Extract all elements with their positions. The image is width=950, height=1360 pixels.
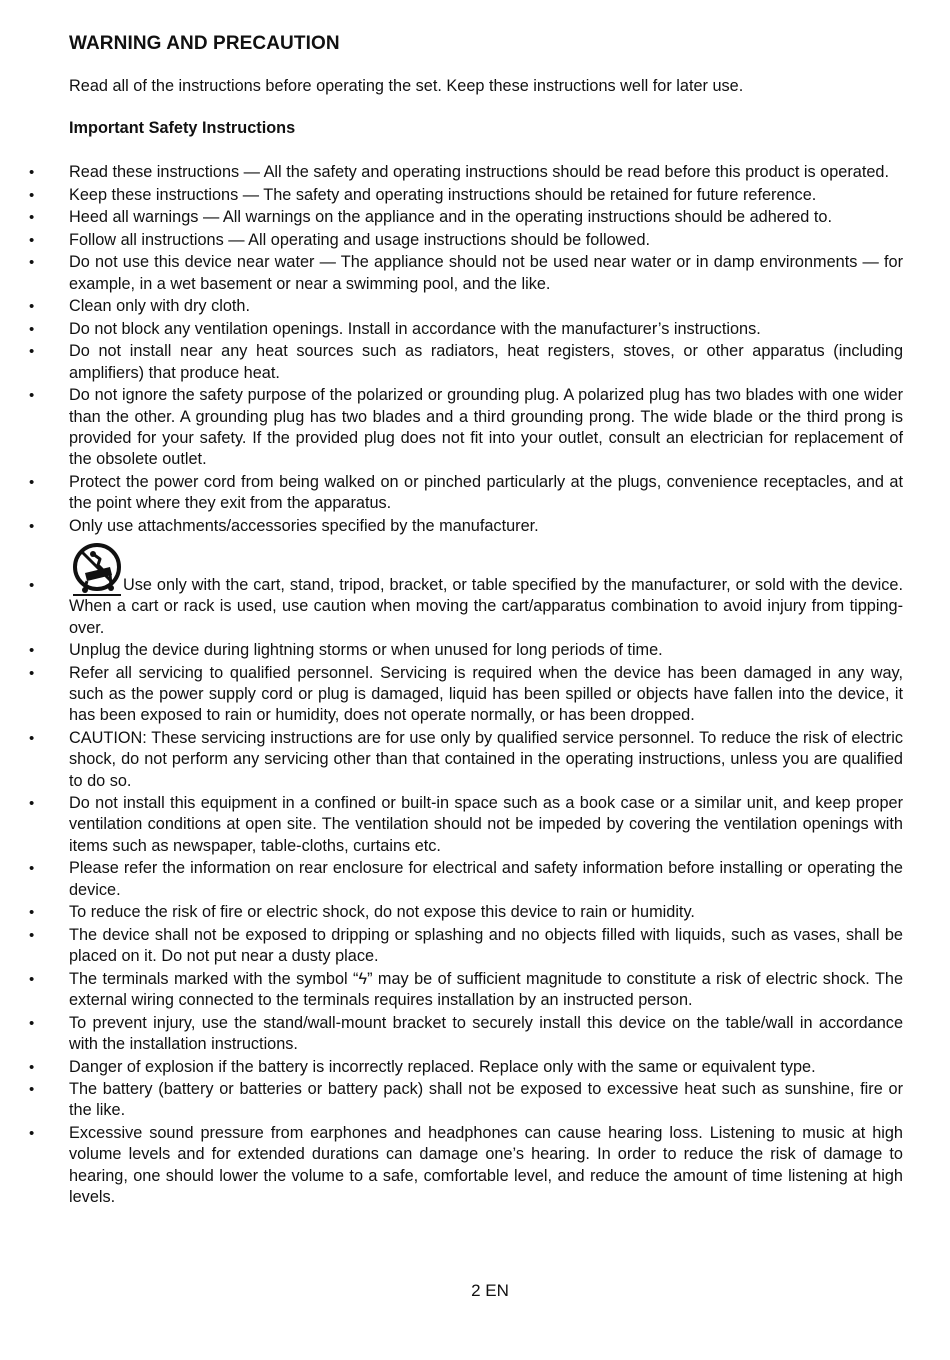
- bullet: •: [29, 904, 35, 922]
- instruction-text: Do not install this equipment in a confined or built-in space such as a book case or a similar unit, and keep proper ventilation conditions at open site. The ventilation should not be impeded by covering the ventilation openings with items such as newspaper, table-cloths, curtains etc.: [69, 794, 903, 855]
- instruction-text: Heed all warnings — All warnings on the appliance and in the operating instructions should be adhered to.: [69, 208, 832, 227]
- cart-tip-over-warning-icon: [69, 543, 125, 599]
- instruction-text: Do not install near any heat sources such as radiators, heat registers, stoves, or other apparatus (including amplifiers) that produce heat.: [69, 342, 903, 382]
- bullet: •: [29, 343, 35, 361]
- instruction-text: Unplug the device during lightning storms or when unused for long periods of time.: [69, 641, 663, 660]
- page-number: 2 EN: [471, 1281, 509, 1300]
- list-item: [0, 341, 903, 384]
- bullet: •: [29, 186, 35, 204]
- bullet: •: [29, 164, 35, 181]
- list-item: [0, 728, 903, 792]
- list-item: [0, 296, 903, 317]
- bullet: •: [29, 1125, 35, 1142]
- instruction-text: Clean only with dry cloth.: [69, 297, 250, 316]
- list-item: [0, 1057, 903, 1078]
- bullet: •: [29, 577, 35, 595]
- instruction-text: Protect the power cord from being walked on or pinched particularly at the plugs, convenience receptacles, and at the point where they exit from the apparatus.: [69, 472, 903, 513]
- list-item: [0, 516, 903, 537]
- instruction-text: Keep these instructions — The safety and operating instructions should be retained for future reference.: [69, 185, 817, 204]
- instruction-text: The battery (battery or batteries or battery pack) shall not be exposed to excessive heat such as sunshine, fire or the like.: [69, 1080, 903, 1120]
- instruction-text: Do not use this device near water — The appliance should not be used near water or in damp environments — for example, in a wet basement or near a swimming pool, and the like.: [69, 253, 903, 293]
- instruction-text: Use only with the cart, stand, tripod, bracket, or table specified by the manufacturer, or sold with the device. When a cart or rack is used, use caution when moving the cart/apparatus combination to avoid injury from tipping-over.: [69, 576, 903, 637]
- list-item-cart-warning: [0, 543, 903, 639]
- bullet: •: [29, 795, 35, 813]
- list-item: [0, 162, 903, 183]
- bullet: •: [29, 517, 35, 535]
- bullet: •: [29, 473, 35, 491]
- instruction-text: Danger of explosion if the battery is incorrectly replaced. Replace only with the same or equivalent type.: [69, 1057, 816, 1076]
- bullet: •: [29, 860, 35, 878]
- list-item: [0, 1123, 903, 1208]
- bullet: •: [29, 1014, 35, 1032]
- instruction-text: Refer all servicing to qualified personnel. Servicing is required when the device has been damaged in any way, such as the power supply cord or plug is damaged, liquid has been spilled or objects have fallen into the device, it has been exposed to rain or humidity, does not operate normally, or has been dropped.: [69, 663, 903, 725]
- list-item: [0, 385, 903, 470]
- bullet: •: [29, 231, 35, 249]
- list-item: [0, 472, 903, 515]
- instruction-text: Do not ignore the safety purpose of the polarized or grounding plug. A polarized plug has two blades with one wider than the other. A grounding plug has two blades and a third grounding prong. The wide blade or the third prong is provided for your safety. If the provided plug does not fit into your outlet, consult an electrician for replacement of the obsolete outlet.: [69, 386, 903, 469]
- bullet: •: [29, 209, 35, 227]
- instruction-text: Do not block any ventilation openings. Install in accordance with the manufacturer’s instructions.: [69, 319, 761, 338]
- list-item: [0, 230, 903, 251]
- list-item: [0, 858, 903, 901]
- instruction-text: Excessive sound pressure from earphones and headphones can cause hearing loss. Listening to music at high volume levels and for extended durations can damage one’s hearing. In order to reduce the risk of damage to hearing, one should lower the volume to a safe, comfortable level, and reduce the amount of time listening at high levels.: [69, 1124, 903, 1206]
- bullet: •: [29, 1058, 35, 1076]
- bullet: •: [29, 970, 35, 988]
- section-subtitle: Important Safety Instructions: [69, 119, 296, 137]
- bullet: •: [29, 298, 35, 316]
- instruction-text: The terminals marked with the symbol “ϟ” may be of sufficient magnitude to constitute a risk of electric shock. The external wiring connected to the terminals requires installation by an instructed person.: [69, 969, 903, 1010]
- list-item: [0, 969, 903, 1012]
- bullet: •: [29, 642, 35, 660]
- instruction-text: Please refer the information on rear enclosure for electrical and safety information before installing or operating the device.: [69, 859, 903, 899]
- bullet: •: [29, 1081, 35, 1099]
- list-item: [0, 663, 903, 727]
- list-item: [0, 1013, 903, 1056]
- intro-text: Read all of the instructions before operating the set. Keep these instructions well for later use.: [69, 77, 744, 95]
- list-item: [0, 640, 903, 661]
- list-item: [0, 1079, 903, 1122]
- bullet: •: [29, 664, 35, 682]
- instruction-text: To prevent injury, use the stand/wall-mount bracket to securely install this device on the table/wall in accordance with the installation instructions.: [69, 1013, 903, 1053]
- bullet: •: [29, 320, 35, 338]
- list-item: [0, 925, 903, 968]
- bullet: •: [29, 387, 35, 405]
- page-title: WARNING AND PRECAUTION: [69, 33, 340, 54]
- list-item: [0, 252, 903, 295]
- instruction-text: Read these instructions — All the safety and operating instructions should be read before this product is operated.: [69, 163, 889, 181]
- instruction-text: Follow all instructions — All operating and usage instructions should be followed.: [69, 230, 651, 249]
- instruction-text: The device shall not be exposed to dripping or splashing and no objects filled with liquids, such as vases, shall be placed on it. Do not put near a dusty place.: [69, 925, 903, 966]
- instruction-text: CAUTION: These servicing instructions are for use only by qualified service personnel. To reduce the risk of electric shock, do not perform any servicing other than that contained in the operating instructions, unless you are qualified to do so.: [69, 728, 903, 790]
- bullet: •: [29, 729, 35, 747]
- list-item: [0, 319, 903, 340]
- safety-instructions-list: [0, 162, 950, 1209]
- instruction-text: Only use attachments/accessories specified by the manufacturer.: [69, 516, 539, 535]
- list-item: [0, 207, 903, 228]
- bullet: •: [29, 926, 35, 944]
- list-item: [0, 793, 903, 857]
- bullet: •: [29, 254, 35, 272]
- list-item: [0, 185, 903, 206]
- instruction-text: To reduce the risk of fire or electric shock, do not expose this device to rain or humidity.: [69, 903, 695, 922]
- list-item: [0, 902, 903, 923]
